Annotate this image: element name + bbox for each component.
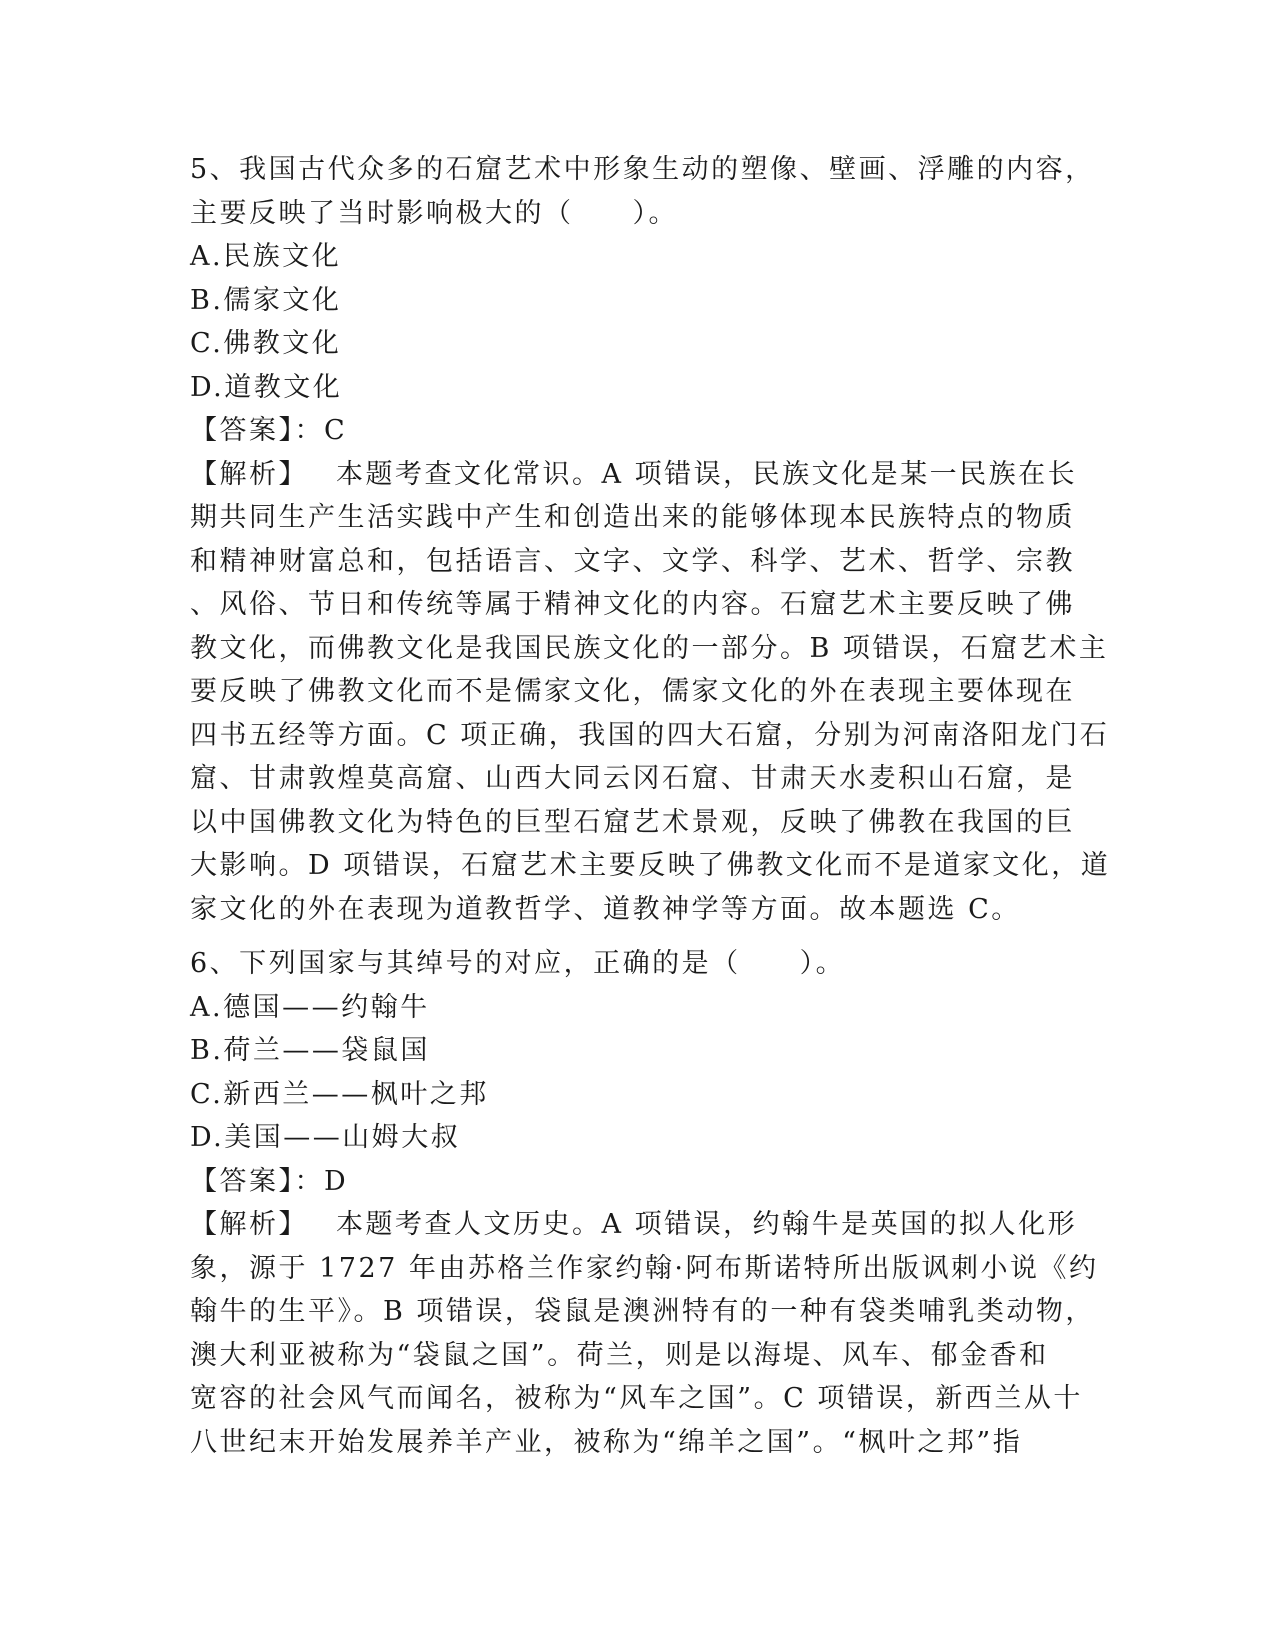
explanation-text: 本题考查人文历史。A 项错误，约翰牛是英国的拟人化形 bbox=[336, 1209, 1078, 1240]
explanation-line: 和精神财富总和，包括语言、文字、文学、科学、艺术、哲学、宗教 bbox=[190, 545, 1075, 577]
explanation-text: 本题考查文化常识。A 项错误，民族文化是某一民族在长 bbox=[336, 458, 1078, 490]
explanation-line: 、风俗、节日和传统等属于精神文化的内容。石窟艺术主要反映了佛 bbox=[190, 589, 1075, 620]
question-5 bbox=[190, 148, 1111, 931]
explanation-line: 翰牛的生平》。B 项错误，袋鼠是澳洲特有的一种有袋类哺乳类动物， bbox=[190, 1296, 1095, 1327]
option-b: B.儒家文化 bbox=[190, 284, 342, 316]
explanation-line: 教文化，而佛教文化是我国民族文化的一部分。B 项错误，石窟艺术主 bbox=[190, 632, 1109, 664]
explanation-line: 期共同生产生活实践中产生和创造出来的能够体现本民族特点的物质 bbox=[190, 502, 1075, 533]
explanation-line: 窟、甘肃敦煌莫高窟、山西大同云冈石窟、甘肃天水麦积山石窟，是 bbox=[190, 763, 1075, 794]
question-stem-line: 6、下列国家与其绰号的对应，正确的是（ ）。 bbox=[190, 948, 846, 979]
explanation-line: 家文化的外在表现为道教哲学、道教神学等方面。故本题选 C。 bbox=[190, 893, 1021, 925]
option-b: B.荷兰——袋鼠国 bbox=[190, 1035, 430, 1066]
option-a: A.德国——约翰牛 bbox=[190, 991, 430, 1023]
explanation-line: 宽容的社会风气而闻名，被称为“风车之国”。C 项错误，新西兰从十 bbox=[190, 1383, 1083, 1414]
option-d: D.美国——山姆大叔 bbox=[190, 1122, 461, 1153]
answer-line: 【答案】：C bbox=[190, 415, 348, 446]
explanation-line: 以中国佛教文化为特色的巨型石窟艺术景观，反映了佛教在我国的巨 bbox=[190, 806, 1075, 838]
option-d: D.道教文化 bbox=[190, 371, 343, 403]
explanation-line: 象，源于 1727 年由苏格兰作家约翰·阿布斯诺特所出版讽刺小说《约 bbox=[190, 1252, 1099, 1284]
explanation-line: 八世纪末开始发展养羊产业，被称为“绵羊之国”。“枫叶之邦”指 bbox=[190, 1426, 1023, 1458]
explanation-line bbox=[190, 1203, 1085, 1247]
explanation-label: 【解析】 bbox=[190, 458, 308, 490]
question-stem-line: 主要反映了当时影响极大的（ ）。 bbox=[190, 197, 678, 229]
question-stem-line: 5、我国古代众多的石窟艺术中形象生动的塑像、壁画、浮雕的内容， bbox=[190, 154, 1095, 185]
page-content bbox=[190, 148, 1111, 1464]
explanation-label: 【解析】 bbox=[190, 1209, 308, 1240]
explanation-line: 澳大利亚被称为“袋鼠之国”。荷兰，则是以海堤、风车、郁金香和 bbox=[190, 1339, 1049, 1371]
option-c: C.佛教文化 bbox=[190, 328, 342, 359]
explanation-line: 四书五经等方面。C 项正确，我国的四大石窟，分别为河南洛阳龙门石 bbox=[190, 719, 1110, 751]
option-a: A.民族文化 bbox=[190, 241, 342, 272]
explanation-line: 大影响。D 项错误，石窟艺术主要反映了佛教文化而不是道家文化，道 bbox=[190, 850, 1111, 881]
option-c: C.新西兰——枫叶之邦 bbox=[190, 1078, 489, 1110]
question-6 bbox=[190, 942, 1099, 1464]
explanation-line: 要反映了佛教文化而不是儒家文化，儒家文化的外在表现主要体现在 bbox=[190, 676, 1075, 707]
explanation-line bbox=[190, 453, 1085, 497]
answer-line: 【答案】：D bbox=[190, 1165, 349, 1197]
